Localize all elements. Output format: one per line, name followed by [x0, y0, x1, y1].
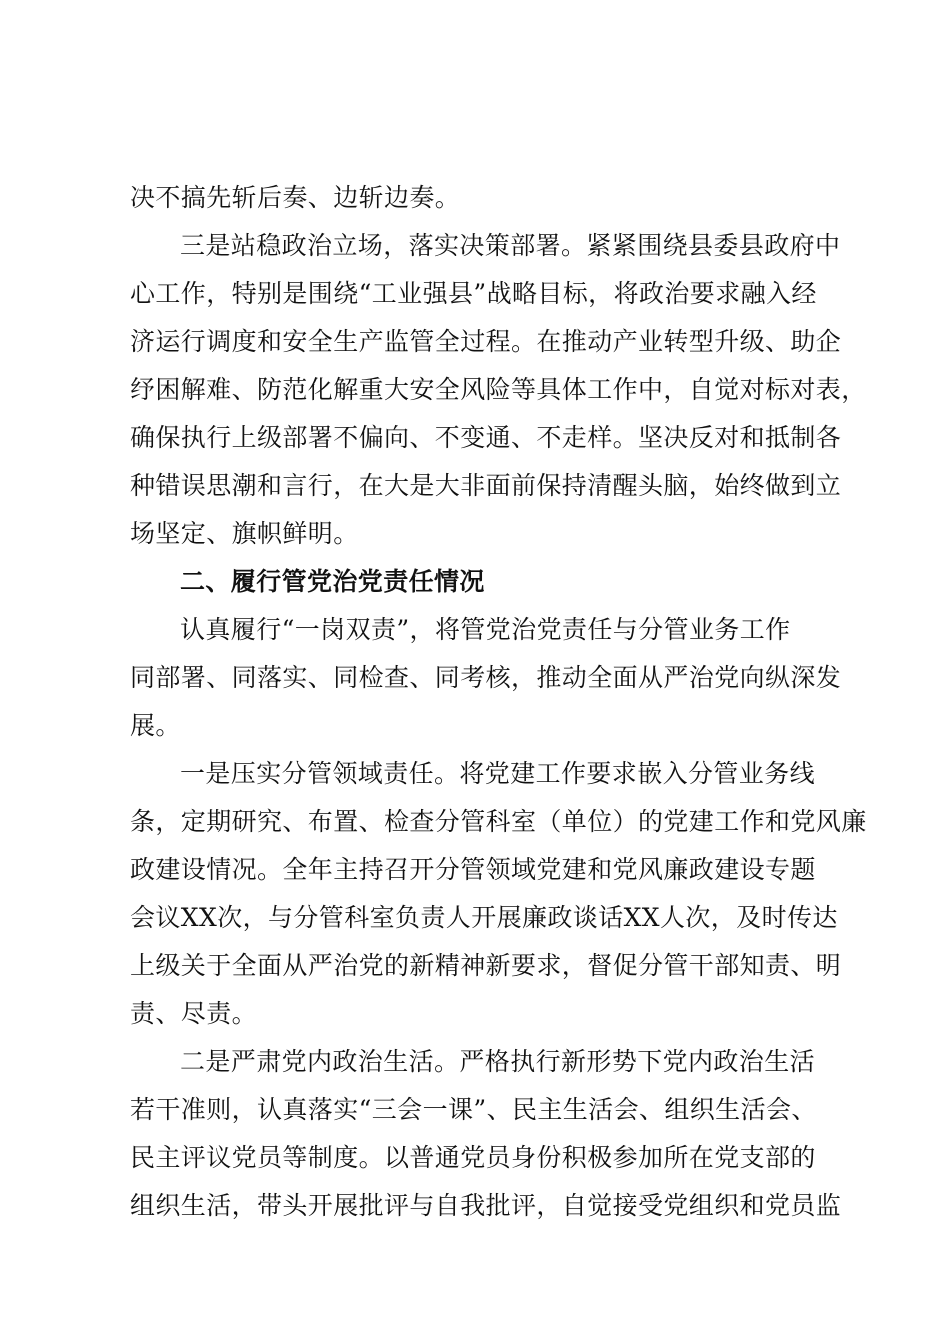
body-text-line: 济运行调度和安全生产监管全过程。在推动产业转型升级、助企 [130, 327, 842, 356]
body-text-line: 决不搞先斩后奏、边斩边奏。 [130, 183, 461, 212]
body-text-line: 会议XX次，与分管科室负责人开展廉政谈话XX人次，及时传达 [130, 903, 838, 932]
paragraph-first-line: 二是严肃党内政治生活。严格执行新形势下党内政治生活 [180, 1047, 816, 1076]
paragraph-first-line: 三是站稳政治立场，落实决策部署。紧紧围绕县委县政府中 [180, 231, 841, 260]
body-text-line: 政建设情况。全年主持召开分管领域党建和党风廉政建设专题 [130, 855, 816, 884]
section-heading: 二、履行管党治党责任情况 [180, 567, 485, 596]
body-text-line: 种错误思潮和言行，在大是大非面前保持清醒头脑，始终做到立 [130, 471, 842, 500]
body-text-line: 纾困解难、防范化解重大安全风险等具体工作中，自觉对标对表， [130, 375, 867, 404]
body-text-line: 心工作，特别是围绕“工业强县”战略目标，将政治要求融入经 [130, 279, 817, 308]
body-text-line: 上级关于全面从严治党的新精神新要求，督促分管干部知责、明 [130, 951, 842, 980]
body-text-line: 组织生活，带头开展批评与自我批评，自觉接受党组织和党员监 [130, 1191, 842, 1220]
body-text-line: 条，定期研究、布置、检查分管科室（单位）的党建工作和党风廉 [130, 807, 867, 836]
body-text-line: 展。 [130, 711, 181, 740]
body-text-line: 场坚定、旗帜鲜明。 [130, 519, 359, 548]
body-text-line: 确保执行上级部署不偏向、不变通、不走样。坚决反对和抵制各 [130, 423, 842, 452]
body-text-line: 若干准则，认真落实“三会一课”、民主生活会、组织生活会、 [130, 1095, 817, 1124]
body-text-line: 民主评议党员等制度。以普通党员身份积极参加所在党支部的 [130, 1143, 816, 1172]
body-text-line: 责、尽责。 [130, 999, 258, 1028]
paragraph-first-line: 一是压实分管领域责任。将党建工作要求嵌入分管业务线 [180, 759, 816, 788]
paragraph-first-line: 认真履行“一岗双责”，将管党治党责任与分管业务工作 [180, 615, 791, 644]
body-text-line: 同部署、同落实、同检查、同考核，推动全面从严治党向纵深发 [130, 663, 842, 692]
